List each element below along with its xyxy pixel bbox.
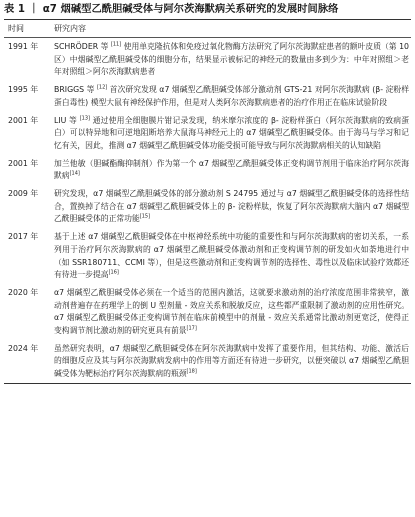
row-lead: α7 烟碱型乙酰胆碱受体必须在一个适当的范围内激活，这就要求激动剂的治疗浓度范围非常狭窄，激动剂普遍存在药理学上的倒 U 型剂量 - 效应关系和脱敏反应，这些都严重限制了激动剂的应用性研究。α7 烟碱型乙酰胆碱受体正变构调节剂在临床前模型中的剂量 - 效应关系通常比激动剂更宽泛，使得正变构调节剂比激动剂的研究更具有前景 [54, 287, 409, 336]
table-row [4, 228, 411, 284]
row-content [54, 188, 411, 226]
row-ref: [16] [108, 269, 119, 276]
row-year: 2024 年 [8, 343, 39, 353]
row-lead: BRIGGS 等 [54, 85, 95, 95]
row-tail: 首次研究发现 α7 烟碱型乙酰胆碱受体部分激动剂 GTS-21 对阿尔茨海默病 (β- 淀粉样蛋白毒性) 模型大鼠有神经保护作用，但是对人类阿尔茨海默病患者的治疗作用正在临床试验阶段 [54, 85, 410, 107]
row-ref: [12] [96, 84, 108, 91]
row-ref: [17] [186, 325, 197, 332]
row-year: 2009 年 [8, 189, 39, 199]
row-ref: [13] [79, 114, 90, 121]
row-lead: 研究发现，α7 烟碱型乙酰胆碱受体的部分激动剂 S 24795 通过与 α7 烟碱型乙酰胆碱受体的选择性结合，置换掉了结合在 α7 烟碱型乙酰胆碱受体上的 β- 淀粉样肽，恢复了阿尔茨海默病大脑内 α7 烟碱型乙酰胆碱受体的正常功能 [54, 189, 409, 224]
row-year: 2017 年 [8, 232, 39, 242]
row-year: 1995 年 [8, 85, 39, 95]
row-lead: 基于上述 α7 烟碱型乙酰胆碱受体在中枢神经系统中功能的重要性和与阿尔茨海默病的密切关系，一系列用于治疗阿尔茨海默病的 α7 烟碱型乙酰胆碱受体激动剂和正变构调节剂的研发如火如荼地进行中（如 SSR180711、CCMI 等），但是这些激动剂和正变构调节剂的选择性、毒性以及临床试验疗效都还有待进一步提高 [54, 232, 409, 280]
row-year: 2001 年 [8, 115, 39, 125]
header-content: 研究内容 [54, 24, 86, 33]
row-content [54, 41, 411, 79]
row-year: 2020 年 [8, 287, 39, 297]
table-row [4, 155, 411, 185]
table-header [4, 20, 411, 37]
table-body [4, 38, 411, 383]
table-row [4, 340, 411, 383]
row-ref: [15] [139, 213, 151, 220]
row-content [54, 287, 411, 338]
row-lead: SCHRÖDER 等 [54, 42, 109, 51]
row-tail: 通过使用全细胞膜片钳记录发现，纳米摩尔浓度的 β- 淀粉样蛋白（阿尔茨海默病的致病蛋白）可以特异地和可逆地阻断培养大鼠海马神经元上的 α7 烟碱型乙酰胆碱受体。由于海马与学习和记忆有关，因此，推测 α7 烟碱型乙酰胆碱受体功能受损可能导致与阿尔茨海默病相关的认知缺陷 [54, 115, 409, 150]
row-year: 2001 年 [8, 158, 39, 168]
row-content [54, 115, 411, 153]
row-ref: [14] [69, 170, 80, 177]
bottom-rule [4, 383, 411, 384]
row-content [54, 158, 411, 183]
row-ref: [11] [110, 41, 122, 48]
row-lead: 加兰他敏（胆碱酯酶抑制剂）作为第一个 α7 烟碱型乙酰胆碱受体正变构调节剂用于临床治疗阿尔茨海默病 [54, 158, 409, 181]
row-year: 1991 年 [8, 42, 39, 51]
table-row [4, 38, 411, 81]
table-row [4, 81, 411, 111]
row-tail: 使用单克隆抗体和免疫过氧化物酶方法研究了阿尔茨海默症患者的额叶皮质（第 10 区）中烟碱型乙酰胆碱受体的细胞分布，结果显示被标记的神经元的数量由多到少为：中年对照组＞老年对照组＞阿尔茨海默病患者 [54, 42, 409, 77]
table-row [4, 185, 411, 228]
row-content [54, 84, 411, 109]
table-title: 表 1 ｜ α7 烟碱型乙酰胆碱受体与阿尔茨海默病关系研究的发展时间脉络 [4, 4, 339, 15]
row-lead: 虽然研究表明，α7 烟碱型乙酰胆碱受体在阿尔茨海默病中发挥了重要作用，但其结构、功能、激活后的细胞反应及其与阿尔茨海默病发病中的作用等方面还有待进一步研究，以便突破以 α7 烟碱型乙酰胆碱受体为靶标治疗阿尔茨海默病的瓶颈 [54, 343, 409, 379]
row-content [54, 231, 411, 282]
table-row [4, 112, 411, 155]
row-ref: [18] [186, 368, 197, 375]
header-time: 时间 [8, 24, 24, 33]
row-lead: LIU 等 [54, 115, 78, 125]
row-content [54, 343, 411, 381]
table-row [4, 284, 411, 340]
